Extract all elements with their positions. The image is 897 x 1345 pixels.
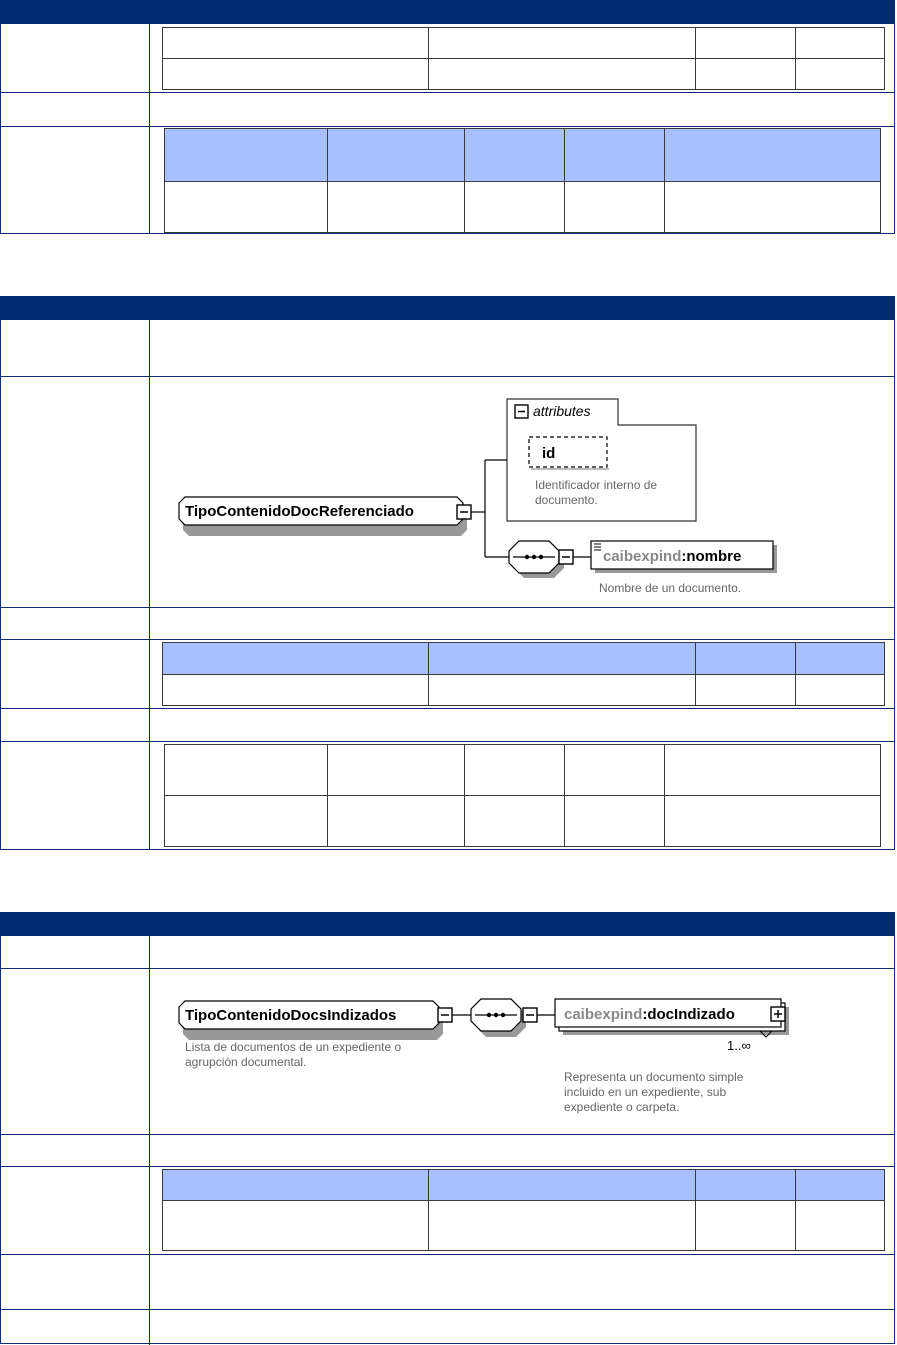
row-divider: [1, 92, 894, 93]
row-divider: [1, 639, 894, 640]
properties-table: [162, 27, 885, 90]
sequence-compositor[interactable]: [471, 999, 526, 1037]
child-doc-line1: Representa un documento simple: [564, 1070, 744, 1084]
table-row: [163, 59, 885, 90]
sequence-compositor[interactable]: [509, 541, 564, 578]
row-divider: [1, 1166, 894, 1167]
root-element-name: TipoContenidoDocsIndizados: [185, 1007, 397, 1024]
label-column-divider: [149, 24, 150, 233]
attribute-id-box[interactable]: [529, 437, 607, 467]
facets-table: [164, 128, 881, 233]
table-row: [165, 796, 881, 847]
child-element-docindizado[interactable]: [555, 999, 789, 1035]
section-header-bar: [0, 296, 895, 320]
row-divider: [1, 1134, 894, 1135]
child-doc-line3: expediente o carpeta.: [564, 1100, 680, 1114]
child-prefix: caibexpind: [603, 548, 682, 565]
label-column-divider: [149, 320, 150, 849]
schema-diagram: [151, 969, 891, 1134]
table-row: [165, 182, 881, 233]
facets-table: [164, 744, 881, 847]
attribute-id-doc-line2: documento.: [535, 493, 598, 507]
root-doc-line2: agrupción documental.: [185, 1055, 307, 1069]
row-divider: [1, 126, 894, 127]
table-row: [163, 675, 885, 706]
child-name: docIndizado: [647, 1006, 735, 1023]
row-divider: [1, 1309, 894, 1310]
attribute-id-label: id: [542, 445, 556, 462]
root-element[interactable]: [179, 497, 467, 536]
properties-table: [162, 642, 885, 706]
child-doc-line2: incluido en un expediente, sub: [564, 1085, 727, 1099]
properties-table: [162, 1169, 885, 1251]
root-element[interactable]: [179, 1001, 443, 1040]
table-row: [163, 1201, 885, 1251]
child-prefix: caibexpind: [564, 1006, 643, 1023]
root-doc-line1: Lista de documentos de un expediente o: [185, 1040, 402, 1054]
child-doc: Nombre de un documento.: [599, 581, 742, 595]
section-top: [0, 0, 895, 234]
child-element-nombre[interactable]: [591, 541, 777, 573]
attributes-label: attributes: [533, 403, 591, 419]
section-tipocontenidodocreferenciado: [0, 296, 895, 850]
section-header-bar: [0, 912, 895, 936]
table-header-row: [165, 129, 881, 182]
row-divider: [1, 607, 894, 608]
table-row: [163, 28, 885, 59]
table-header-row: [163, 643, 885, 675]
child-occurs: 1..∞: [727, 1038, 751, 1053]
child-name: nombre: [686, 548, 742, 565]
table-header-row: [163, 1170, 885, 1201]
section-tipocontenidodocsindizados: [0, 912, 895, 1344]
attribute-id-doc-line1: Identificador interno de: [535, 478, 658, 492]
row-divider: [1, 708, 894, 709]
attributes-group: [507, 399, 696, 521]
root-element-name: TipoContenidoDocReferenciado: [185, 503, 414, 520]
label-column-divider: [149, 936, 150, 1345]
row-divider: [1, 741, 894, 742]
schema-diagram: [151, 377, 891, 607]
svg-text:caibexpind:docIndizado: caibexpind:docIndizado: [564, 1006, 735, 1023]
svg-text:caibexpind:nombre: caibexpind:nombre: [603, 548, 742, 565]
table-row: [165, 745, 881, 796]
section-header-bar: [0, 0, 895, 24]
row-divider: [1, 1254, 894, 1255]
